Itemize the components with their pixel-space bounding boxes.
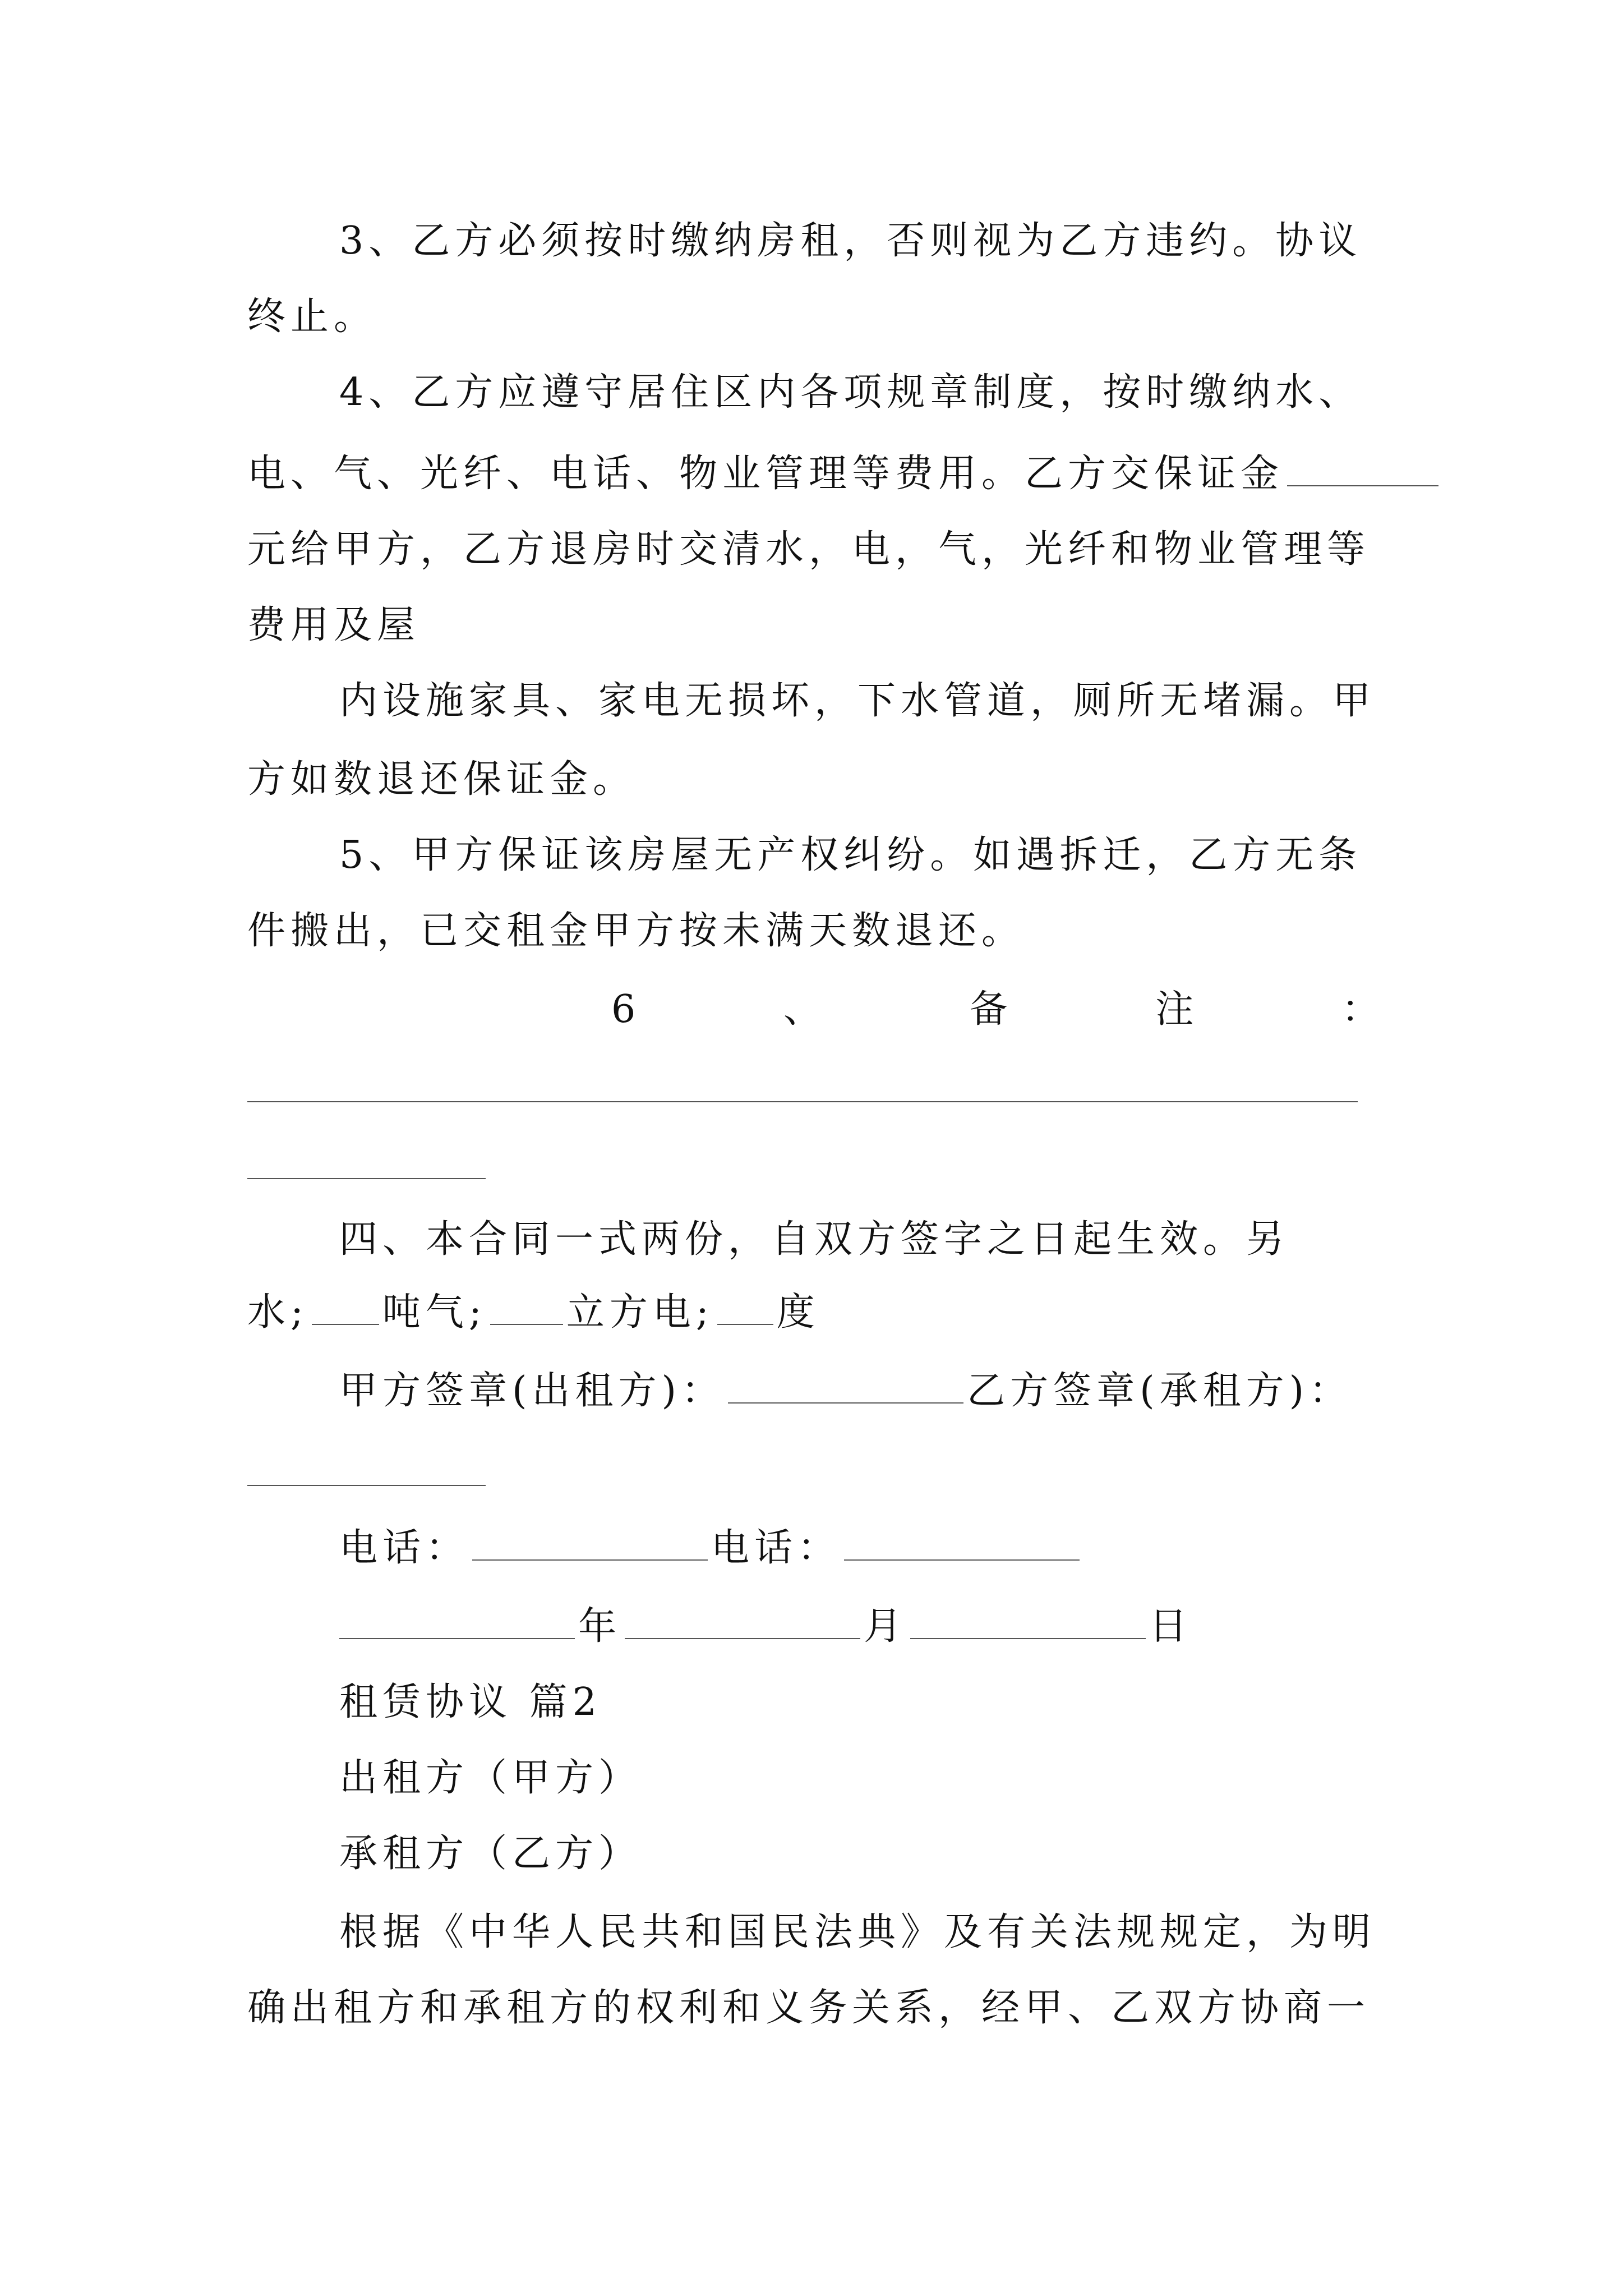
degree-label: 度	[776, 1290, 820, 1335]
clause-4-line-2	[247, 446, 1442, 502]
day-label: 日	[1149, 1604, 1193, 1649]
clause-4-line-3: 元给甲方，乙方退房时交清水，电，气，光纤和物业管理等	[247, 527, 1371, 572]
gas-reading-blank	[490, 1290, 563, 1325]
signature-line	[339, 1363, 1352, 1419]
party-a-phone-blank	[472, 1526, 708, 1561]
gas-label: 吨气;	[382, 1290, 487, 1335]
party-b-phone-label: 电话：	[711, 1526, 841, 1570]
remarks-blank-line-1	[247, 1101, 1358, 1102]
section-4-line-1: 四、本合同一式两份，自双方签字之日起生效。另	[339, 1217, 1290, 1262]
electricity-reading-blank	[717, 1290, 773, 1325]
month-label: 月	[864, 1604, 907, 1649]
party-b-signature-label: 乙方签章(承租方)：	[967, 1369, 1353, 1413]
party-a-signature-blank	[728, 1369, 963, 1404]
water-reading-blank	[312, 1290, 379, 1325]
clause-5-line-2: 件搬出，已交租金甲方按未满天数退还。	[247, 909, 1025, 953]
date-line	[339, 1599, 1192, 1655]
party-a-signature-label: 甲方签章(出租方)：	[339, 1369, 725, 1413]
party-a-phone-label: 电话：	[339, 1526, 469, 1570]
remarks-separator: 、	[783, 987, 822, 1032]
clause-3-line-2: 终止。	[247, 295, 377, 339]
remarks-heading	[611, 982, 1380, 1038]
remarks-colon: ：	[1341, 987, 1380, 1032]
clause-3-line-1: 3、乙方必须按时缴纳房租，否则视为乙方违约。协议	[339, 219, 1362, 263]
basis-line-1: 根据《中华人民共和国民法典》及有关法规规定，为明	[339, 1910, 1376, 1954]
lessee-line: 承租方（乙方）	[339, 1832, 642, 1876]
party-b-phone-blank	[844, 1526, 1080, 1561]
day-blank	[910, 1604, 1146, 1639]
clause-4b-line-1: 内设施家具、家电无损坏，下水管道，厕所无堵漏。甲	[339, 679, 1376, 723]
water-label: 水;	[247, 1290, 308, 1335]
clause-4-line-2-text: 电、气、光纤、电话、物业管理等费用。乙方交保证金	[247, 452, 1284, 496]
clause-4-line-4: 费用及屋	[247, 603, 421, 647]
lessor-line: 出租方（甲方）	[339, 1756, 642, 1800]
remarks-char-1: 备	[969, 987, 1008, 1032]
remarks-number: 6	[611, 987, 636, 1032]
basis-line-2: 确出租方和承租方的权利和义务关系，经甲、乙双方协商一	[247, 1986, 1371, 2030]
clause-5-line-1: 5、甲方保证该房屋无产权纠纷。如遇拆迁，乙方无条	[339, 833, 1362, 877]
remarks-blank-line-2	[247, 1178, 486, 1179]
phone-line	[339, 1520, 1083, 1576]
remarks-char-2: 注	[1155, 987, 1194, 1032]
section-title: 租赁协议 篇2	[339, 1680, 602, 1724]
clause-4b-line-2: 方如数退还保证金。	[247, 757, 637, 802]
electricity-label: 立方电;	[566, 1290, 714, 1335]
clause-4-line-1: 4、乙方应遵守居住区内各项规章制度，按时缴纳水、	[339, 370, 1362, 415]
section-4-line-2	[247, 1285, 820, 1341]
party-b-signature-blank	[247, 1485, 486, 1486]
deposit-amount-blank	[1287, 452, 1438, 486]
month-blank	[625, 1604, 860, 1639]
year-blank	[339, 1604, 575, 1639]
year-label: 年	[578, 1604, 622, 1649]
